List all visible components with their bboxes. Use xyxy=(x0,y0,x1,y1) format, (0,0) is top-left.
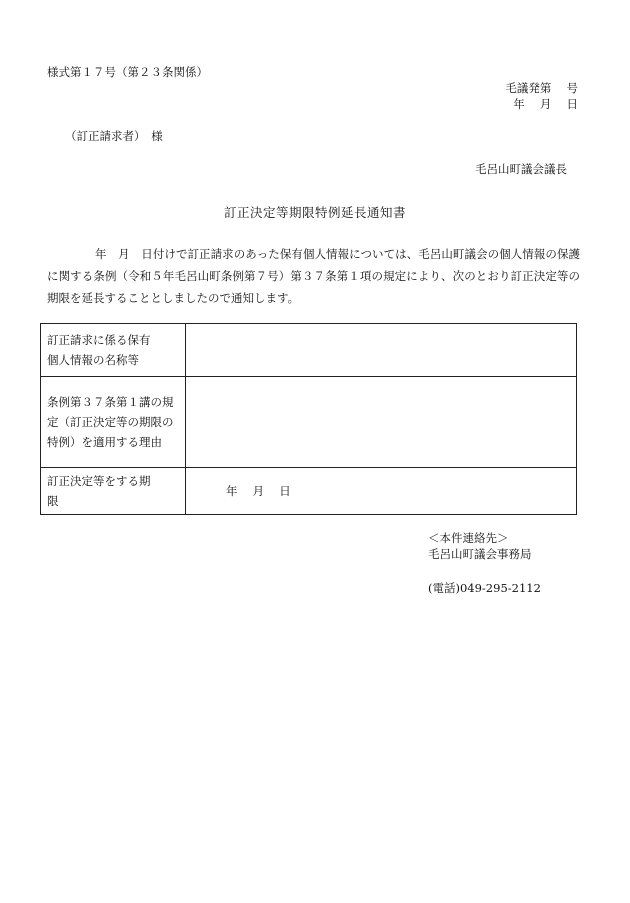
table-row xyxy=(41,468,577,515)
issue-date: 年 月 日 xyxy=(513,97,578,111)
recipient: （訂正請求者） 様 xyxy=(65,129,163,143)
contact-phone: (電話)049-295-2112 xyxy=(428,581,541,595)
body-text: 年 月 日付けで訂正請求のあった保有個人情報については、毛呂山町議会の個人情報の保護に関する条例（令和５年毛呂山町条例第７号）第３７条第１項の規定により、次のとおり訂正決定等の期限を延長することとしましたので通知します。 xyxy=(47,247,580,305)
document-title: 訂正決定等期限特例延長通知書 xyxy=(223,205,406,220)
table-row xyxy=(41,377,577,468)
info-table xyxy=(40,323,577,515)
label-line: 定（訂正決定等の期限の xyxy=(47,415,174,429)
deadline-date: 年 月 日 xyxy=(186,468,577,515)
label-line: 訂正請求に係る保有 xyxy=(47,333,151,347)
sender: 毛呂山町議会議長 xyxy=(475,162,567,176)
contact-heading: ＜本件連絡先＞ xyxy=(428,531,509,545)
document-number: 毛議発第 号 xyxy=(505,81,578,95)
table-row-label xyxy=(41,468,186,515)
label-line: 限 xyxy=(47,494,59,508)
contact-office: 毛呂山町議会事務局 xyxy=(428,547,532,561)
label-line: 条例第３７条第１講の規 xyxy=(47,395,174,409)
table-row-label xyxy=(41,324,186,377)
table-row-value xyxy=(186,324,577,377)
table-row-value xyxy=(186,377,577,468)
table-row xyxy=(41,324,577,377)
body-paragraph xyxy=(47,243,580,309)
form-number: 様式第１７号（第２３条関係） xyxy=(47,65,208,79)
label-line: 個人情報の名称等 xyxy=(47,353,139,367)
label-line: 特例）を適用する理由 xyxy=(47,435,162,449)
table-row-label xyxy=(41,377,186,468)
label-line: 訂正決定等をする期 xyxy=(47,474,151,488)
